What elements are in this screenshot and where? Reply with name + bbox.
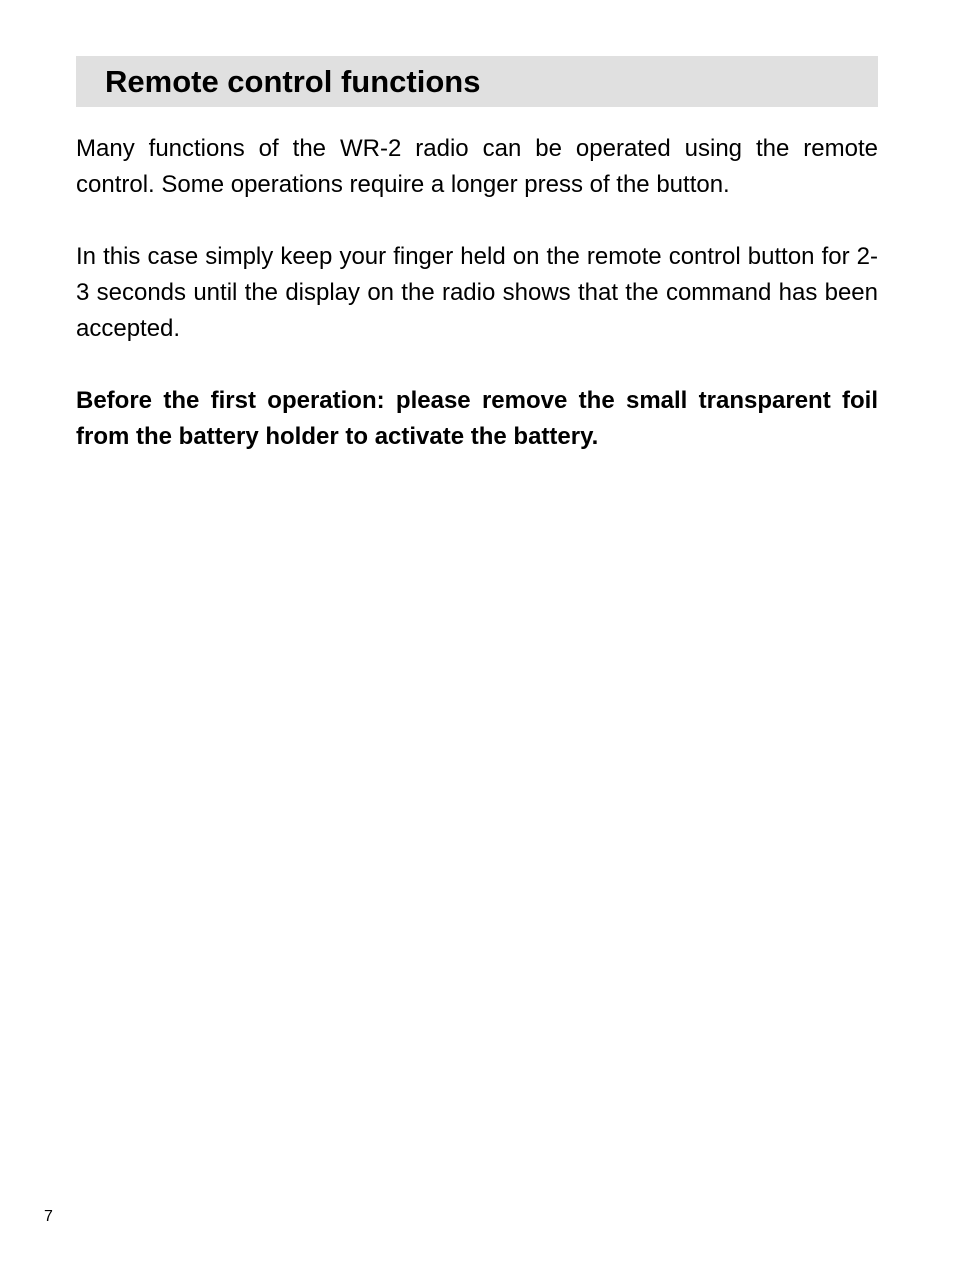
intro-paragraph: Many functions of the WR-2 radio can be operated using the remote control. Some operations require a longer press of the button. bbox=[76, 135, 878, 198]
page-title: Remote control functions bbox=[105, 64, 481, 99]
main-content bbox=[76, 131, 878, 491]
section-header bbox=[76, 56, 878, 107]
page-number: 7 bbox=[44, 1208, 53, 1225]
instruction-paragraph: In this case simply keep your finger held on the remote control button for 2-3 seconds until the display on the radio shows that the command has been accepted. bbox=[76, 243, 878, 342]
battery-note: Before the first operation: please remove the small transparent foil from the battery holder to activate the battery. bbox=[76, 387, 878, 450]
